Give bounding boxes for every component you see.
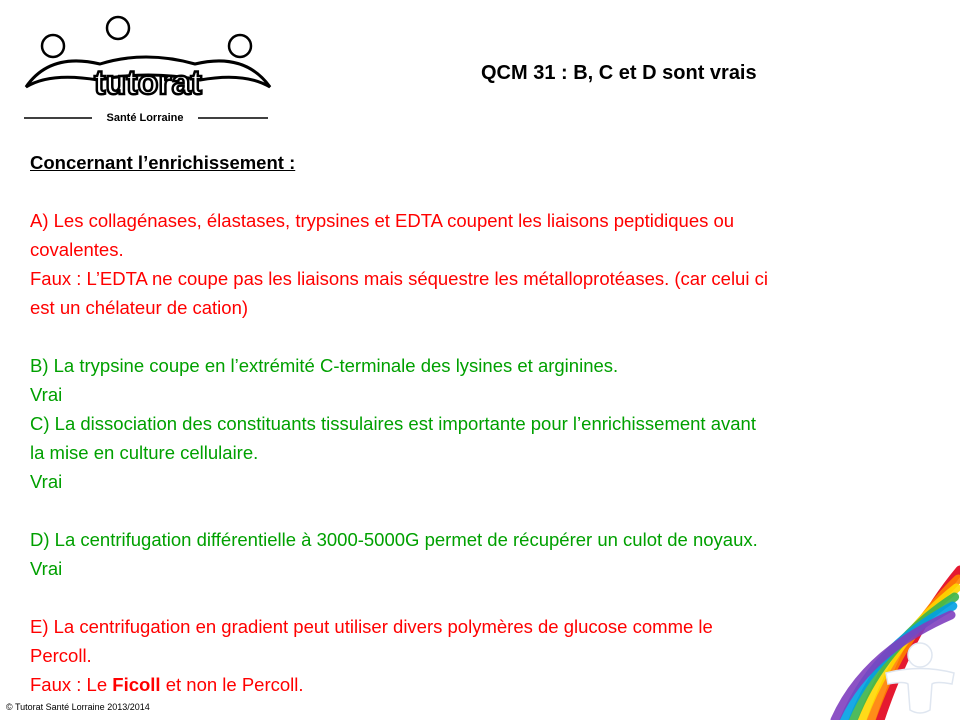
item-d-statement: D) La centrifugation différentielle à 3000-5000G permet de récupérer un culot de noyaux. <box>30 529 758 550</box>
item-c-statement-line2: la mise en culture cellulaire. <box>30 442 259 463</box>
logo-subtitle: Santé Lorraine <box>106 112 184 124</box>
logo-brand-text: tutorat <box>94 64 202 102</box>
item-e-answer-suffix: et non le Percoll. <box>160 674 304 695</box>
item-d-answer: Vrai <box>30 558 63 579</box>
copyright-footer: © Tutorat Santé Lorraine 2013/2014 <box>6 702 150 712</box>
tutorat-logo <box>20 12 275 127</box>
item-e-answer-prefix: Faux : Le <box>30 674 113 695</box>
item-e-answer-bold: Ficoll <box>112 674 161 695</box>
item-a-statement-line1: A) Les collagénases, élastases, trypsines et EDTA coupent les liaisons peptidiques ou <box>30 210 735 231</box>
item-a-statement-line2: covalentes. <box>30 239 124 260</box>
item-c-statement-line1: C) La dissociation des constituants tissulaires est importante pour l’enrichissement avant <box>30 413 756 434</box>
item-e-statement-line1: E) La centrifugation en gradient peut utiliser divers polymères de glucose comme le <box>30 616 713 637</box>
item-e-statement-line2: Percoll. <box>30 645 92 666</box>
item-b-answer: Vrai <box>30 384 63 405</box>
slide-title: QCM 31 : B, C et D sont vrais <box>481 62 757 84</box>
item-c-answer: Vrai <box>30 471 63 492</box>
section-heading: Concernant l’enrichissement : <box>30 152 296 173</box>
item-a-answer-line1: Faux : L’EDTA ne coupe pas les liaisons mais séquestre les métalloprotéases. (car celui ci <box>30 268 768 289</box>
item-b-statement: B) La trypsine coupe en l’extrémité C-terminale des lysines et arginines. <box>30 355 619 376</box>
item-a-answer-line2: est un chélateur de cation) <box>30 297 249 318</box>
rainbow-swoosh-decoration <box>760 560 960 720</box>
